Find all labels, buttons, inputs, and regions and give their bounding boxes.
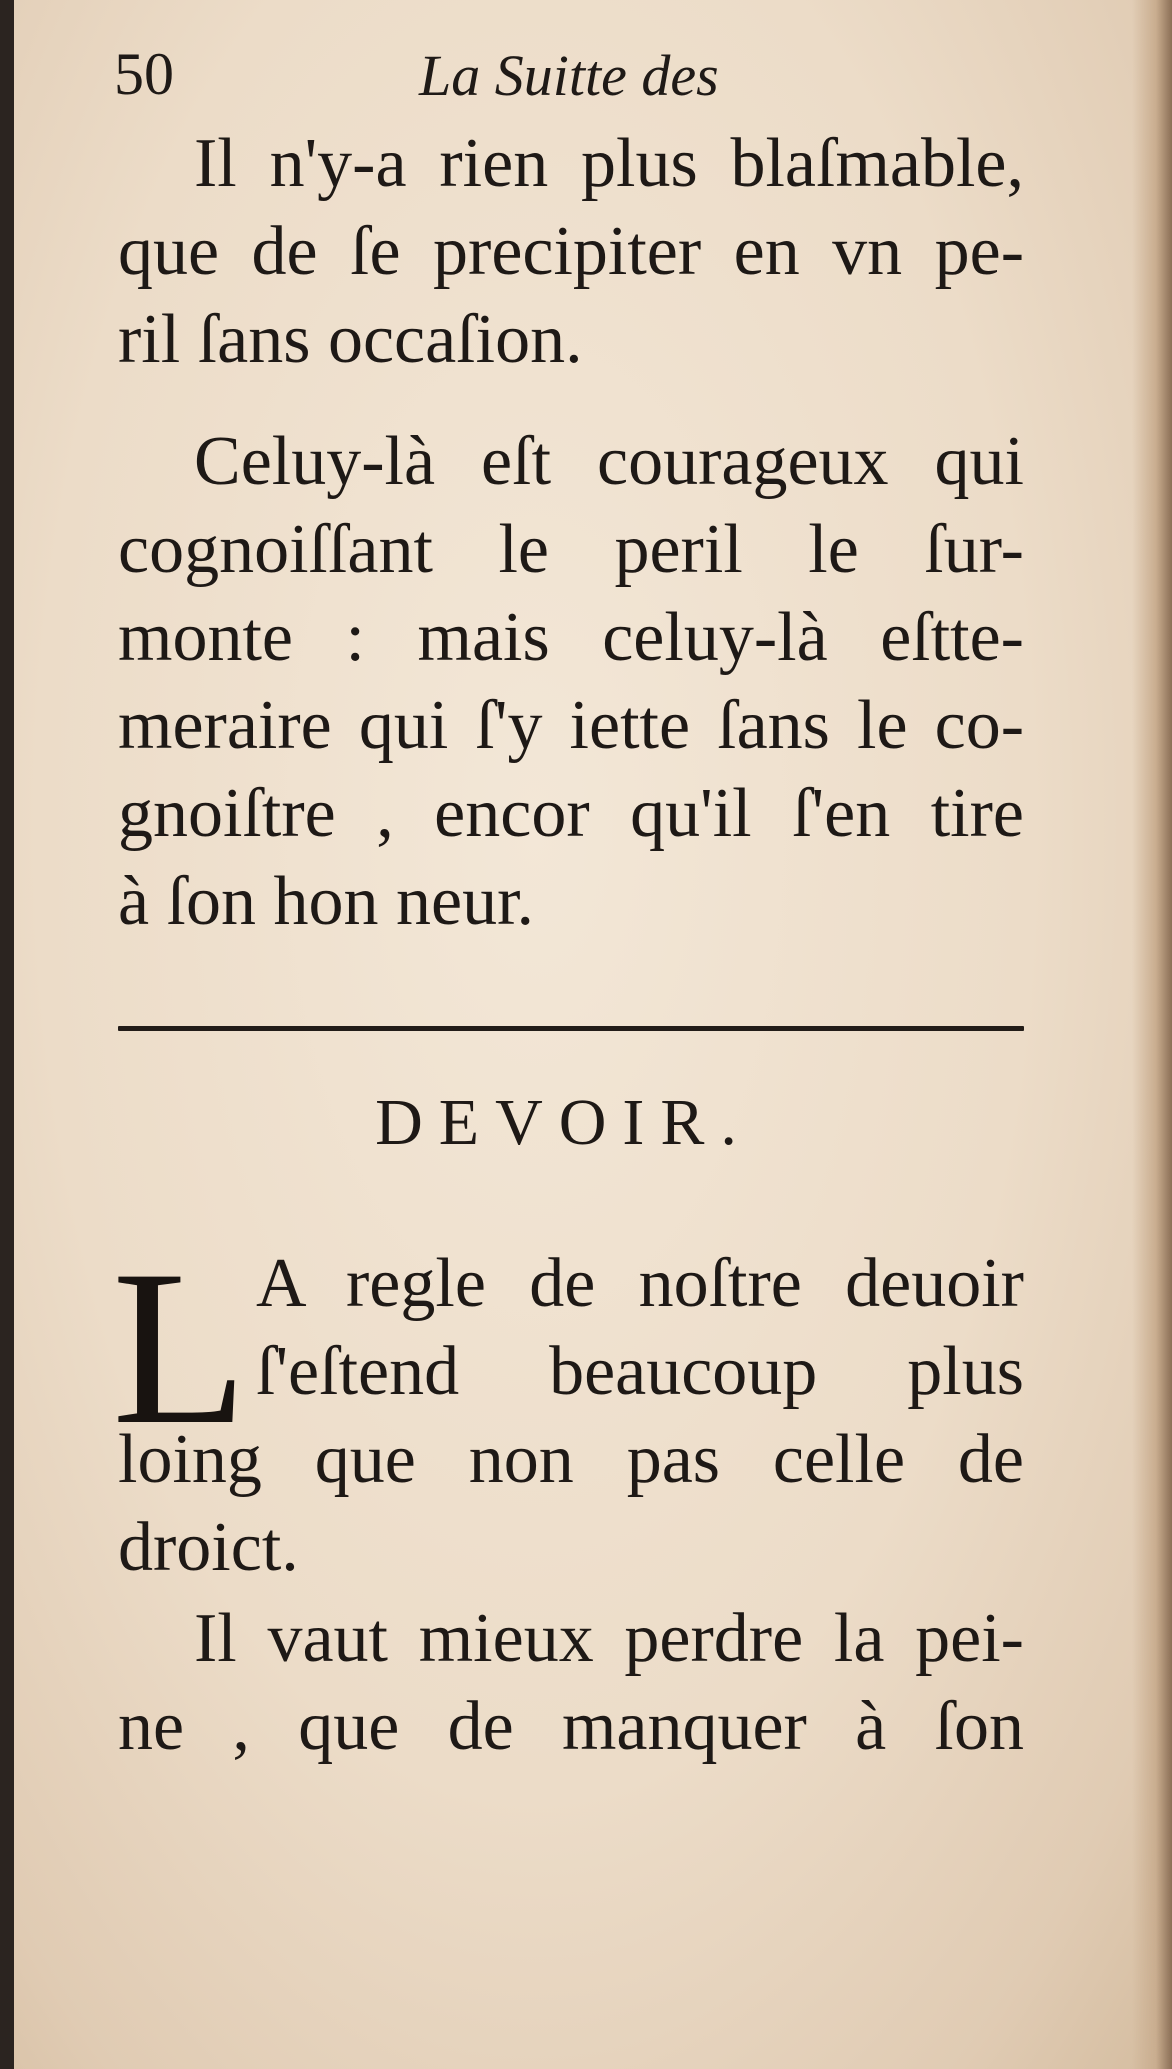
text-line: Il vaut mieux perdre la pei- xyxy=(194,1600,1024,1677)
text-line: droict. xyxy=(118,1509,299,1586)
text-line: ne , que de manquer à ſon xyxy=(118,1688,1024,1765)
text-line: loing que non pas celle de xyxy=(118,1421,1024,1498)
text-line: ril ſans occaſion. xyxy=(118,301,583,378)
text-line: à ſon hon neur. xyxy=(118,863,535,940)
section-divider xyxy=(118,1026,1024,1031)
page-edge-shadow xyxy=(1132,0,1172,2069)
text-line: que de ſe precipiter en vn pe- xyxy=(118,213,1024,290)
drop-cap: L xyxy=(112,1225,248,1471)
paragraph-1 xyxy=(118,120,1024,384)
text-line: Il n'y-a rien plus blaſmable, xyxy=(194,125,1024,202)
text-line: Celuy-là eſt courageux qui xyxy=(194,423,1024,500)
section-heading: DEVOIR. xyxy=(375,1086,753,1159)
text-line: meraire qui ſ'y iette ſans le co- xyxy=(118,687,1024,764)
page-header xyxy=(114,40,814,120)
page-number: 50 xyxy=(114,41,174,107)
text-line: monte : mais celuy-là eſtte- xyxy=(118,599,1024,676)
running-title: La Suitte des xyxy=(419,43,719,108)
paragraph-4 xyxy=(118,1595,1024,1771)
text-line: A regle de noſtre deuoir xyxy=(256,1245,1024,1322)
text-line: gnoiſtre , encor qu'il ſ'en tire xyxy=(118,775,1024,852)
text-line: ſ'eſtend beaucoup plus xyxy=(256,1333,1024,1410)
text-line: cognoiſſant le peril le ſur- xyxy=(118,511,1024,588)
paragraph-2 xyxy=(118,418,1024,946)
book-page xyxy=(14,0,1172,2069)
paragraph-3 xyxy=(118,1240,1024,1592)
